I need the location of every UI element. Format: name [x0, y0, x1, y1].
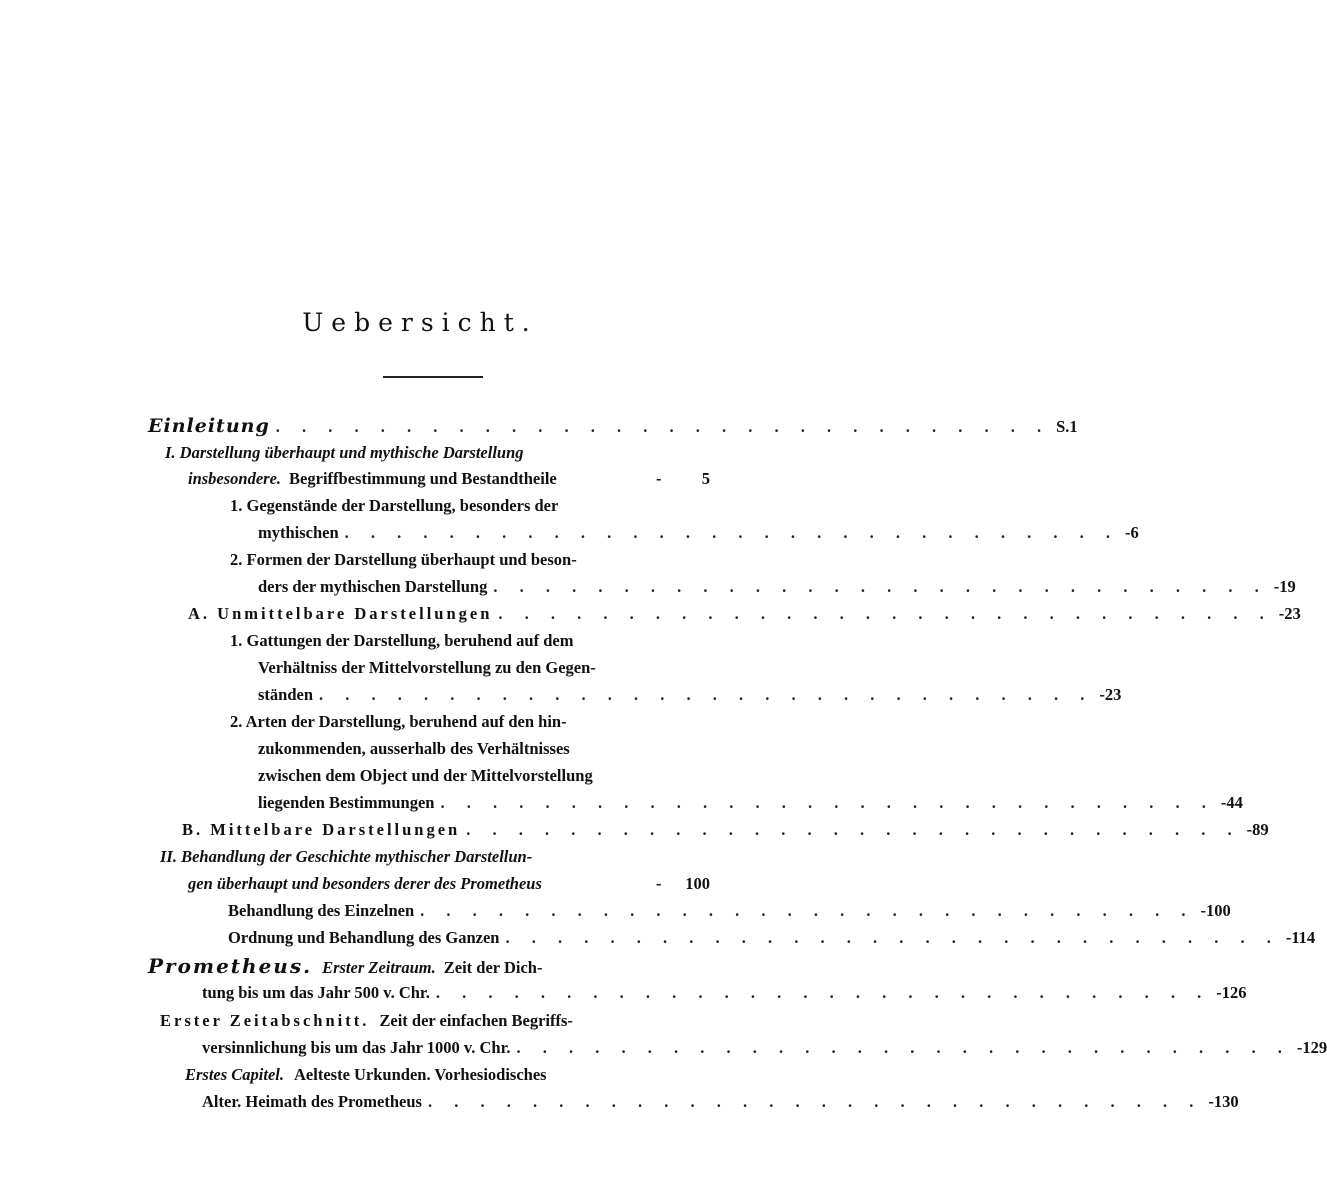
toc-dash: - [1125, 523, 1131, 542]
toc-dash: - [1273, 577, 1280, 596]
toc-entry [165, 440, 710, 466]
toc-dash: - [1246, 820, 1253, 839]
title-rule [383, 376, 483, 378]
toc-entry [258, 655, 710, 681]
toc-entry-text: 2. Formen der Darstellung überhaupt und beson- [230, 550, 577, 569]
toc-dash: - [1285, 928, 1292, 947]
toc-leader: . . . . . . . . . . . . . . . . . . . . . . . . . . . . . . [420, 901, 1195, 920]
toc-entry [230, 709, 710, 735]
toc-dash: - [1216, 983, 1222, 1002]
toc-leader: . . . . . . . . . . . . . . . . . . . . . . . . . . . . . . [319, 685, 1094, 704]
toc-entry [228, 898, 1231, 924]
toc-entry-text: B. Mittelbare Darstellungen [182, 820, 461, 839]
toc-entry-text: Zeit der einfachen Begriffs- [379, 1011, 573, 1030]
toc-page-number: 5 [701, 469, 710, 488]
toc-entry-text: zukommenden, ausserhalb des Verhältnisses [258, 739, 570, 758]
toc-entry [188, 601, 1301, 627]
toc-entry-text: II. Behandlung der Geschichte mythischer Darstellun- [160, 847, 533, 866]
toc-page-number: 130 [1213, 1092, 1239, 1111]
toc-entry-text: Zeit der Dich- [443, 958, 543, 977]
toc-entry-text: I. Darstellung überhaupt und mythische Darstellung [165, 443, 524, 462]
toc-page-number: 6 [1130, 523, 1139, 542]
toc-entry-text: 2. Arten der Darstellung, beruhend auf den hin- [230, 712, 567, 731]
toc-entry [258, 520, 1139, 546]
toc-page-number: 129 [1302, 1038, 1327, 1057]
toc-entry-text: zwischen dem Object und der Mittelvorstellung [258, 766, 593, 785]
toc-entry-text: Ordnung und Behandlung des Ganzen [228, 928, 500, 947]
toc-page-number: 100 [1206, 901, 1231, 920]
page-title: Uebersicht. [302, 308, 538, 337]
toc-leader: . . . . . . . . . . . . . . . . . . . . . . . . . . . . . . [440, 793, 1215, 812]
toc-entry-text: mythischen [258, 523, 339, 542]
toc-entry [228, 925, 1316, 951]
toc-entry [188, 466, 710, 492]
toc-dash: - [1296, 1038, 1303, 1057]
toc-leader: . . . . . . . . . . . . . . . . . . . . . . . . . . . . . . [493, 577, 1268, 596]
toc-entry [230, 547, 710, 573]
toc-page-number: 100 [685, 874, 710, 893]
toc-entry [258, 763, 710, 789]
toc-leader: . . . . . . . . . . . . . . . . . . . . . . . . . . . . . . [466, 820, 1241, 839]
toc-entry-text: Einleitung [148, 415, 270, 437]
toc-leader: . . . . . . . . . . . . . . . . . . . . . . . . . . . . . . [275, 417, 1051, 436]
toc-leader: . . . . . . . . . . . . . . . . . . . . . . . . . . . . . . [344, 523, 1120, 542]
toc-entry [202, 1089, 1239, 1115]
toc-entry-text: Prometheus. [148, 954, 313, 978]
toc-entry-text: Erster Zeitabschnitt. [160, 1011, 370, 1030]
toc-entry-text: Verhältniss der Mittelvorstellung zu den Gegen- [258, 658, 596, 677]
toc-entry [148, 953, 710, 979]
toc-page-number: 23 [1104, 685, 1122, 704]
toc-entry [258, 574, 1296, 600]
toc-entry [182, 817, 1269, 843]
toc-entry-text: Begriffbestimmung und Bestandtheile [289, 469, 557, 488]
toc-entry-text: ständen [258, 685, 314, 704]
toc-entry [185, 1062, 710, 1088]
toc-dash: - [1099, 685, 1105, 704]
toc-page-number: 23 [1284, 604, 1301, 623]
toc-entry-text: ders der mythischen Darstellung [258, 577, 488, 596]
toc-dash: - [656, 874, 662, 893]
toc-entry [148, 413, 1078, 439]
toc-entry-text: liegenden Bestimmungen [258, 793, 435, 812]
toc-page-number: 114 [1291, 928, 1316, 947]
toc-leader: . . . . . . . . . . . . . . . . . . . . . . . . . . . . . . [498, 604, 1273, 623]
toc-entry [258, 682, 1122, 708]
toc-dash: - [656, 469, 662, 488]
toc-entry-text: insbesondere. [188, 469, 282, 488]
toc-entry [230, 493, 710, 519]
toc-entry-text: 1. Gegenstände der Darstellung, besonders der [230, 496, 559, 515]
toc-entry-text: Behandlung des Einzelnen [228, 901, 415, 920]
toc-entry [202, 980, 1247, 1006]
toc-page-prefix: S. [1056, 417, 1070, 436]
toc-entry [230, 628, 710, 654]
toc-page-number: 19 [1279, 577, 1296, 596]
toc-entry-text: Aelteste Urkunden. Vorhesiodisches [294, 1065, 547, 1084]
toc-dash: - [1200, 901, 1207, 920]
toc-leader: . . . . . . . . . . . . . . . . . . . . . . . . . . . . . . [505, 928, 1280, 947]
toc-entry [202, 1035, 1327, 1061]
toc-entry [160, 1008, 710, 1034]
toc-entry-text: versinnlichung bis um das Jahr 1000 v. Chr. [202, 1038, 511, 1057]
toc-entry [160, 844, 710, 870]
toc-dash: - [1220, 793, 1227, 812]
toc-page-number: 126 [1221, 983, 1247, 1002]
toc-leader: . . . . . . . . . . . . . . . . . . . . . . . . . . . . . . [427, 1092, 1203, 1111]
toc-entry-text: Erster Zeitraum. [322, 958, 436, 977]
toc-entry-text: tung bis um das Jahr 500 v. Chr. [202, 983, 430, 1002]
toc-entry-text: 1. Gattungen der Darstellung, beruhend auf dem [230, 631, 574, 650]
toc-page-number: 44 [1226, 793, 1243, 812]
toc-leader: . . . . . . . . . . . . . . . . . . . . . . . . . . . . . . [516, 1038, 1291, 1057]
toc-dash: - [1208, 1092, 1214, 1111]
toc-entry-text: A. Unmittelbare Darstellungen [188, 604, 493, 623]
toc-dash: - [1278, 604, 1285, 623]
toc-entry [258, 736, 710, 762]
toc-entry-text: gen überhaupt und besonders derer des Prometheus [188, 874, 542, 893]
toc-entry-text: Erstes Capitel. [185, 1065, 285, 1084]
toc-entry [258, 790, 1243, 816]
toc-leader: . . . . . . . . . . . . . . . . . . . . . . . . . . . . . . [435, 983, 1211, 1002]
toc-page-number: 1 [1069, 417, 1078, 436]
toc-page-number: 89 [1252, 820, 1269, 839]
toc-entry-text: Alter. Heimath des Prometheus [202, 1092, 422, 1111]
toc-entry [188, 871, 710, 897]
